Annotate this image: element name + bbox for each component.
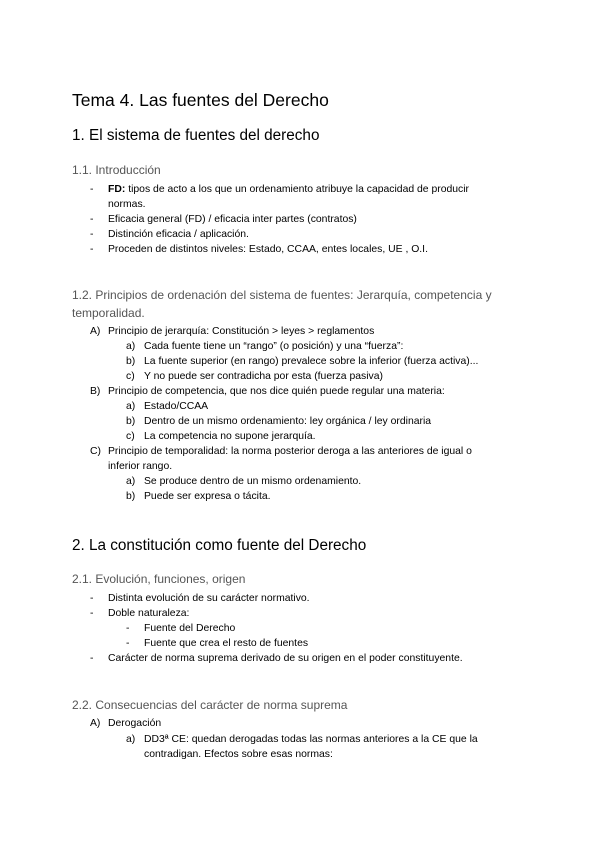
list-item: Puede ser expresa o tácita. xyxy=(144,491,271,502)
list-item: Estado/CCAA xyxy=(144,401,209,412)
list-marker: a) xyxy=(126,476,136,487)
list-item-fd xyxy=(108,182,469,197)
bullet-marker: - xyxy=(126,638,130,649)
list-item: Principio de jerarquía: Constitución > leyes > reglamentos xyxy=(108,326,375,337)
list-item-continuation: normas. xyxy=(108,199,146,210)
section-1-2-heading xyxy=(72,286,492,322)
section-1-heading: 1. El sistema de fuentes del derecho xyxy=(72,127,320,144)
section-1-1-heading: 1.1. Introducción xyxy=(72,163,161,177)
list-item: Distinción eficacia / aplicación. xyxy=(108,229,249,240)
list-marker: B) xyxy=(90,386,101,397)
list-marker: c) xyxy=(126,371,135,382)
list-item: Distinta evolución de su carácter normativo. xyxy=(108,593,310,604)
list-item: Derogación xyxy=(108,718,162,729)
bullet-marker: - xyxy=(90,229,94,240)
list-marker: b) xyxy=(126,356,136,367)
list-item-continuation: contradigan. Efectos sobre esas normas: xyxy=(144,749,333,760)
list-item: Dentro de un mismo ordenamiento: ley orgánica / ley ordinaria xyxy=(144,416,432,427)
list-marker: a) xyxy=(126,401,136,412)
list-item: Principio de competencia, que nos dice quién puede regular una materia: xyxy=(108,386,445,397)
list-item: Eficacia general (FD) / eficacia inter partes (contratos) xyxy=(108,214,357,225)
document-title: Tema 4. Las fuentes del Derecho xyxy=(72,90,329,110)
bullet-marker: - xyxy=(90,593,94,604)
list-item-continuation: inferior rango. xyxy=(108,461,173,472)
section-2-heading: 2. La constitución como fuente del Derecho xyxy=(72,537,367,554)
bullet-marker: - xyxy=(90,184,94,195)
list-marker: b) xyxy=(126,416,136,427)
list-item: Y no puede ser contradicha por esta (fuerza pasiva) xyxy=(144,371,383,382)
list-marker: A) xyxy=(90,326,101,337)
section-2-1-heading: 2.1. Evolución, funciones, origen xyxy=(72,572,246,586)
list-item: Principio de temporalidad: la norma posterior deroga a las anteriores de igual o xyxy=(108,446,472,457)
bullet-marker: - xyxy=(90,214,94,225)
bullet-marker: - xyxy=(90,608,94,619)
list-marker: b) xyxy=(126,491,136,502)
fd-definition: tipos de acto a los que un ordenamiento atribuye la capacidad de producir xyxy=(125,184,470,195)
list-marker: C) xyxy=(90,446,101,457)
heading-line: temporalidad. xyxy=(72,306,145,320)
list-item: DD3ª CE: quedan derogadas todas las normas anteriores a la CE que la xyxy=(144,734,478,745)
list-item: Doble naturaleza: xyxy=(108,608,190,619)
list-item: La fuente superior (en rango) prevalece sobre la inferior (fuerza activa)... xyxy=(144,356,479,367)
list-item: Cada fuente tiene un “rango” (o posición) y una “fuerza”: xyxy=(144,341,404,352)
list-item: Fuente que crea el resto de fuentes xyxy=(144,638,309,649)
list-item: Proceden de distintos niveles: Estado, CCAA, entes locales, UE , O.I. xyxy=(108,244,428,255)
list-marker: c) xyxy=(126,431,135,442)
heading-line: 1.2. Principios de ordenación del sistema de fuentes: Jerarquía, competencia y xyxy=(72,288,492,302)
list-marker: a) xyxy=(126,734,136,745)
bullet-marker: - xyxy=(126,623,130,634)
fd-term: FD: xyxy=(108,184,126,195)
list-item: Se produce dentro de un mismo ordenamiento. xyxy=(144,476,362,487)
section-2-2-heading: 2.2. Consecuencias del carácter de norma suprema xyxy=(72,698,348,712)
bullet-marker: - xyxy=(90,653,94,664)
list-marker: a) xyxy=(126,341,136,352)
list-marker: A) xyxy=(90,718,101,729)
bullet-marker: - xyxy=(90,244,94,255)
list-item: Fuente del Derecho xyxy=(144,623,236,634)
list-item: La competencia no supone jerarquía. xyxy=(144,431,316,442)
list-item: Carácter de norma suprema derivado de su origen en el poder constituyente. xyxy=(108,653,463,664)
